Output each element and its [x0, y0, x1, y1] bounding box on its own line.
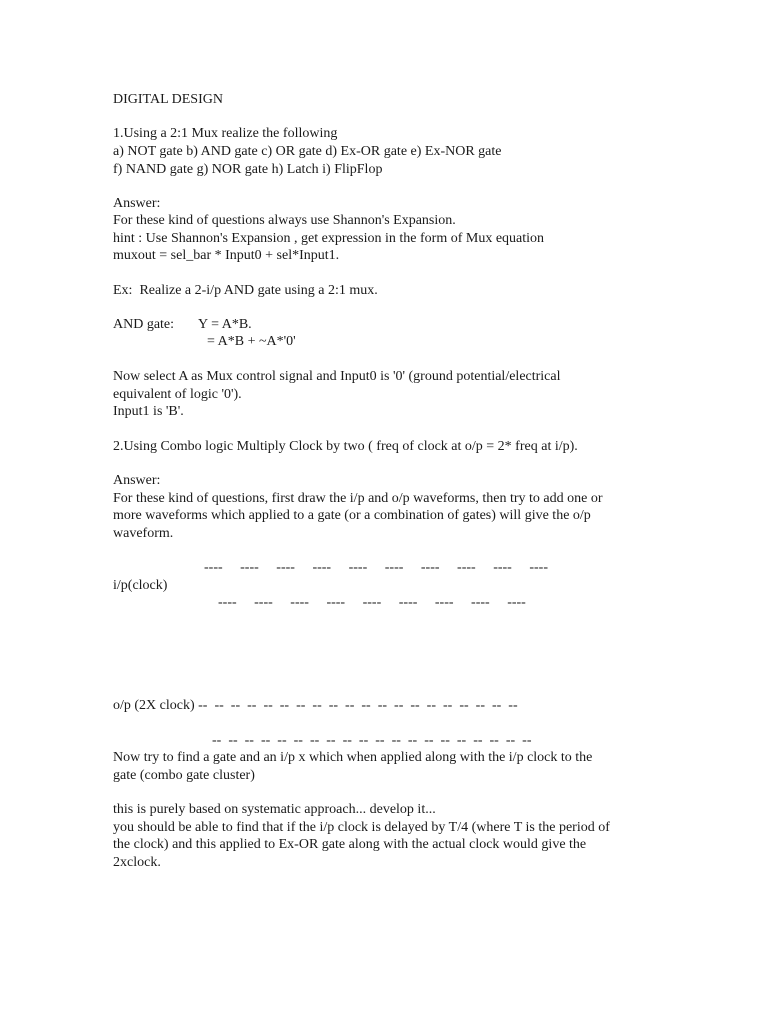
q1-select-line1: Now select A as Mux control signal and Input0 is '0' (ground potential/electrical	[113, 369, 561, 384]
q1-answer-label: Answer:	[113, 196, 161, 211]
q1-options-line2: f) NAND gate g) NOR gate h) Latch i) FlipFlop	[113, 162, 383, 177]
q1-select-line2: equivalent of logic '0').	[113, 387, 242, 402]
q1-question: 1.Using a 2:1 Mux realize the following	[113, 126, 338, 141]
ip-clock-wave-top: ---- ---- ---- ---- ---- ---- ---- ---- ---- ----	[204, 560, 548, 575]
op-clock-wave-bottom: -- -- -- -- -- -- -- -- -- -- -- -- -- -- -- -- -- -- -- --	[212, 733, 532, 748]
q1-options-line1: a) NOT gate b) AND gate c) OR gate d) Ex-OR gate e) Ex-NOR gate	[113, 144, 502, 159]
q2-find-line1: you should be able to find that if the i/p clock is delayed by T/4 (where T is the period of	[113, 820, 610, 835]
q2-try-line1: Now try to find a gate and an i/p x which when applied along with the i/p clock to the	[113, 750, 593, 765]
q1-hint-line: hint : Use Shannon's Expansion , get expression in the form of Mux equation	[113, 231, 545, 246]
q1-muxout-line: muxout = sel_bar * Input0 + sel*Input1.	[113, 248, 340, 263]
q1-example-line: Ex: Realize a 2-i/p AND gate using a 2:1 mux.	[113, 283, 378, 298]
q2-question: 2.Using Combo logic Multiply Clock by two ( freq of clock at o/p = 2* freq at i/p).	[113, 439, 578, 454]
q2-find-line2: the clock) and this applied to Ex-OR gate along with the actual clock would give the	[113, 837, 587, 852]
q2-answer-label: Answer:	[113, 473, 161, 488]
q2-approach-line: this is purely based on systematic approach... develop it...	[113, 802, 436, 817]
ip-clock-label: i/p(clock)	[113, 578, 168, 593]
q2-find-line3: 2xclock.	[113, 855, 161, 870]
q2-answer-line2: more waveforms which applied to a gate (or a combination of gates) will give the o/p	[113, 508, 591, 523]
ip-clock-wave-bottom: ---- ---- ---- ---- ---- ---- ---- ---- ----	[218, 595, 526, 610]
op-clock-label-wave: o/p (2X clock) -- -- -- -- -- -- -- -- -- -- -- -- -- -- -- -- -- -- -- --	[113, 698, 518, 713]
document-title: DIGITAL DESIGN	[113, 92, 223, 107]
q2-try-line2: gate (combo gate cluster)	[113, 768, 255, 783]
q1-and-gate-line1: AND gate: Y = A*B.	[113, 317, 252, 332]
q2-answer-line1: For these kind of questions, first draw the i/p and o/p waveforms, then try to add one or	[113, 491, 603, 506]
q2-answer-line3: waveform.	[113, 526, 174, 541]
q1-answer-line1: For these kind of questions always use Shannon's Expansion.	[113, 213, 456, 228]
q1-and-gate-line2: = A*B + ~A*'0'	[207, 334, 296, 349]
q1-input1-line: Input1 is 'B'.	[113, 404, 184, 419]
